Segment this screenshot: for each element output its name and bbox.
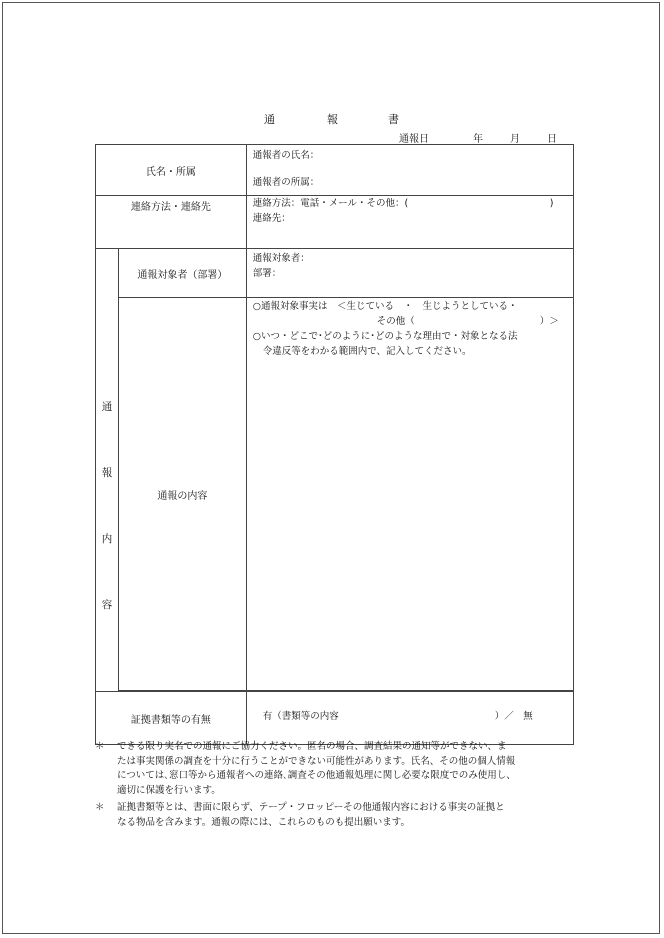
title-char: 通 — [264, 113, 275, 126]
vertical-char: 内 — [101, 533, 113, 545]
contact-label: 連絡方法・連絡先 — [130, 202, 211, 213]
report-form-table — [95, 144, 574, 745]
report-content-vertical-label — [96, 249, 118, 663]
content-label: 通報の内容 — [157, 490, 208, 502]
note-item — [95, 740, 580, 798]
title-char: 報 — [327, 113, 338, 126]
report-date-label: 通報日 — [399, 134, 429, 145]
content-input-cell[interactable] — [246, 298, 573, 691]
vertical-char: 通 — [101, 401, 113, 413]
name-input-cell[interactable] — [246, 145, 573, 196]
vertical-char: 容 — [101, 599, 113, 611]
name-label-cell — [96, 145, 247, 196]
evidence-label: 証拠書類等の有無 — [130, 714, 211, 726]
content-other-close: ）＞ — [539, 316, 559, 327]
vertical-char: 報 — [101, 467, 113, 479]
note-text: できる限り実名での通報にご協力ください。匿名の場合、調査結果の通知等ができない、ま たは事実関係の調査を十分に行うことができない可能性があります。氏名、その他の個人情報 については､窓口等から通報者への連絡､調査その他通報処理に関し必要な限度でのみ使用し、 適切に保護を行います。 — [117, 741, 516, 796]
name-row — [96, 145, 574, 196]
evidence-label-cell — [96, 692, 247, 745]
evidence-no-option[interactable]: ）／ 無 — [494, 711, 533, 722]
content-label-cell — [118, 298, 246, 691]
reporter-name-field[interactable]: 通報者の氏名： — [252, 150, 320, 161]
target-person-field[interactable]: 通報対象者： — [252, 253, 310, 264]
report-content-section-cell — [96, 249, 119, 692]
contact-label-cell — [96, 196, 247, 249]
title-char: 書 — [388, 113, 399, 126]
evidence-row — [96, 692, 574, 745]
contact-input-cell[interactable] — [246, 196, 573, 249]
content-line-3: ○いつ・どこで･どのように･どのような理由で・対象となる法 — [252, 331, 518, 342]
evidence-yes-field[interactable]: 有（書類等の内容 — [262, 711, 339, 722]
note-text: 証拠書類等とは、書面に限らず、テープ・フロッピーその他通報内容における事実の証拠と なる物品を含みます。通報の際には、これらのものも提出願います。 — [117, 802, 505, 828]
contact-method-field[interactable]: 連絡方法：電話・メール・その他：( — [252, 198, 409, 209]
contact-address-field[interactable]: 連絡先： — [252, 213, 291, 224]
target-label-cell — [118, 249, 246, 298]
content-line-4: 令違反等をわかる範囲内で、記入してください。 — [262, 346, 472, 357]
year-label: 年 — [473, 134, 483, 145]
target-department-field[interactable]: 部署： — [252, 268, 282, 279]
content-row — [96, 298, 574, 691]
contact-row — [96, 196, 574, 249]
note-item — [95, 801, 580, 830]
contact-close-paren: ) — [549, 198, 554, 209]
target-input-cell[interactable] — [246, 249, 573, 298]
target-label: 通報対象者（部署） — [137, 269, 228, 281]
content-other-label: その他（ — [376, 316, 415, 327]
reporter-affiliation-field[interactable]: 通報者の所属： — [252, 177, 320, 188]
note-asterisk: ＊ — [95, 741, 105, 752]
evidence-input-cell[interactable] — [246, 692, 573, 745]
day-label: 日 — [547, 134, 557, 145]
name-label: 氏名・所属 — [145, 166, 196, 178]
content-line-1: ○通報対象事実は ＜生じている ・ 生じようとしている・ — [252, 301, 518, 312]
note-asterisk: ＊ — [95, 802, 105, 813]
month-label: 月 — [510, 134, 520, 145]
target-row — [96, 249, 574, 298]
notes-section — [95, 740, 580, 833]
